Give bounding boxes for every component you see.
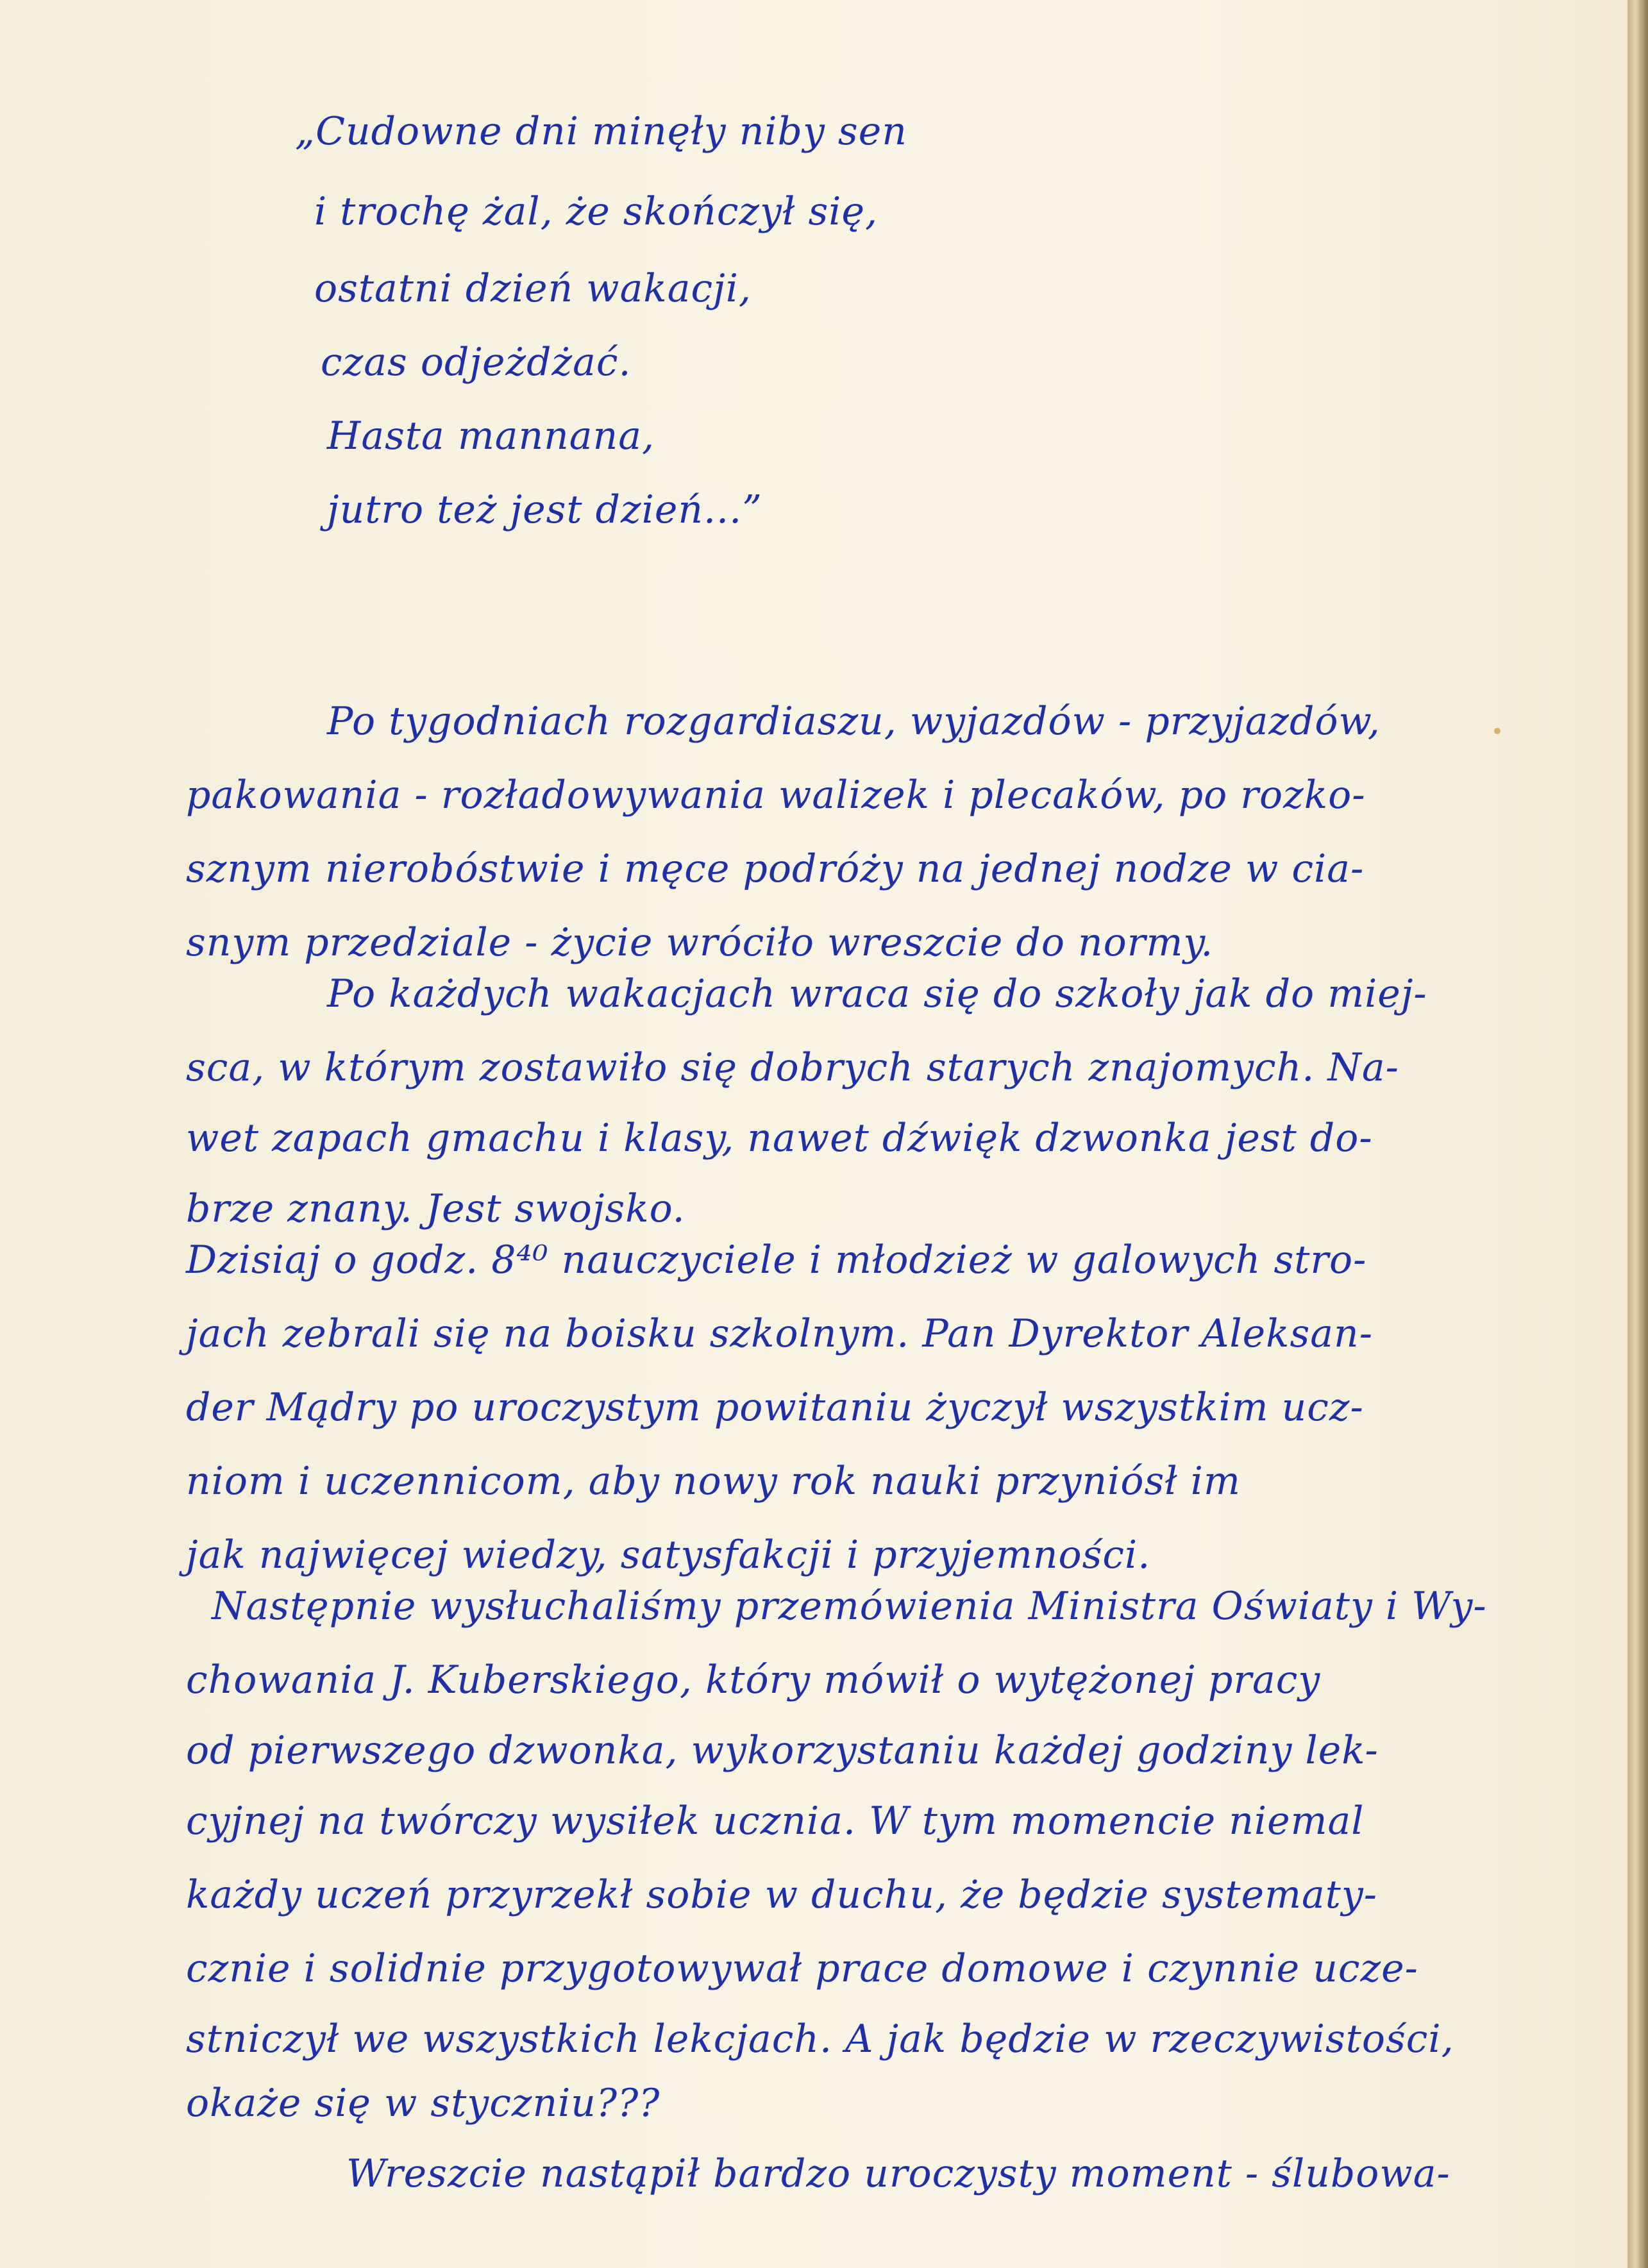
- prose-line: cznie i solidnie przygotowywał prace domowe i czynnie ucze-: [186, 1946, 1418, 1991]
- prose-line: od pierwszego dzwonka, wykorzystaniu każdej godziny lek-: [186, 1728, 1379, 1773]
- prose-line: sznym nierobóstwie i męce podróży na jednej nodze w cia-: [186, 846, 1365, 891]
- prose-line: der Mądry po uroczystym powitaniu życzył wszystkim ucz-: [186, 1385, 1364, 1430]
- poem-line: jutro też jest dzień...”: [327, 487, 762, 532]
- prose-line: jach zebrali się na boisku szkolnym. Pan Dyrektor Aleksan-: [186, 1311, 1373, 1356]
- prose-line: jak najwięcej wiedzy, satysfakcji i przyjemności.: [186, 1533, 1151, 1577]
- prose-line: stniczył we wszystkich lekcjach. A jak będzie w rzeczywistości,: [186, 2017, 1454, 2062]
- prose-line: Wreszcie nastąpił bardzo uroczysty moment - ślubowa-: [346, 2151, 1450, 2196]
- prose-line: Dzisiaj o godz. 8⁴⁰ nauczyciele i młodzież w galowych stro-: [186, 1238, 1367, 1282]
- page-edge: [1627, 0, 1648, 2268]
- poem-line: czas odjeżdżać.: [321, 340, 632, 385]
- poem-line: Hasta mannana,: [327, 414, 655, 458]
- prose-line: niom i uczennicom, aby nowy rok nauki przyniósł im: [186, 1459, 1241, 1504]
- prose-line: każdy uczeń przyrzekł sobie w duchu, że będzie systematy-: [186, 1872, 1378, 1917]
- prose-line: sca, w którym zostawiło się dobrych starych znajomych. Na-: [186, 1045, 1399, 1090]
- prose-line: cyjnej na twórczy wysiłek ucznia. W tym momencie niemal: [186, 1799, 1365, 1844]
- prose-line: snym przedziale - życie wróciło wreszcie do normy.: [186, 920, 1214, 965]
- prose-line: Następnie wysłuchaliśmy przemówienia Ministra Oświaty i Wy-: [212, 1584, 1487, 1629]
- poem-line: ostatni dzień wakacji,: [314, 266, 752, 311]
- prose-line: wet zapach gmachu i klasy, nawet dźwięk dzwonka jest do-: [186, 1116, 1373, 1161]
- poem-line: „Cudowne dni minęły niby sen: [295, 109, 907, 154]
- prose-line: Po tygodniach rozgardiaszu, wyjazdów - przyjazdów,: [327, 699, 1381, 744]
- ink-spot: [1494, 728, 1501, 734]
- poem-line: i trochę żal, że skończył się,: [314, 189, 879, 234]
- prose-line: pakowania - rozładowywania walizek i plecaków, po rozko-: [186, 773, 1366, 818]
- prose-line: chowania J. Kuberskiego, który mówił o wytężonej pracy: [186, 1658, 1321, 1702]
- prose-line: brze znany. Jest swojsko.: [186, 1186, 685, 1231]
- prose-line: okaże się w styczniu???: [186, 2081, 660, 2126]
- prose-line: Po każdych wakacjach wraca się do szkoły jak do miej-: [327, 971, 1427, 1016]
